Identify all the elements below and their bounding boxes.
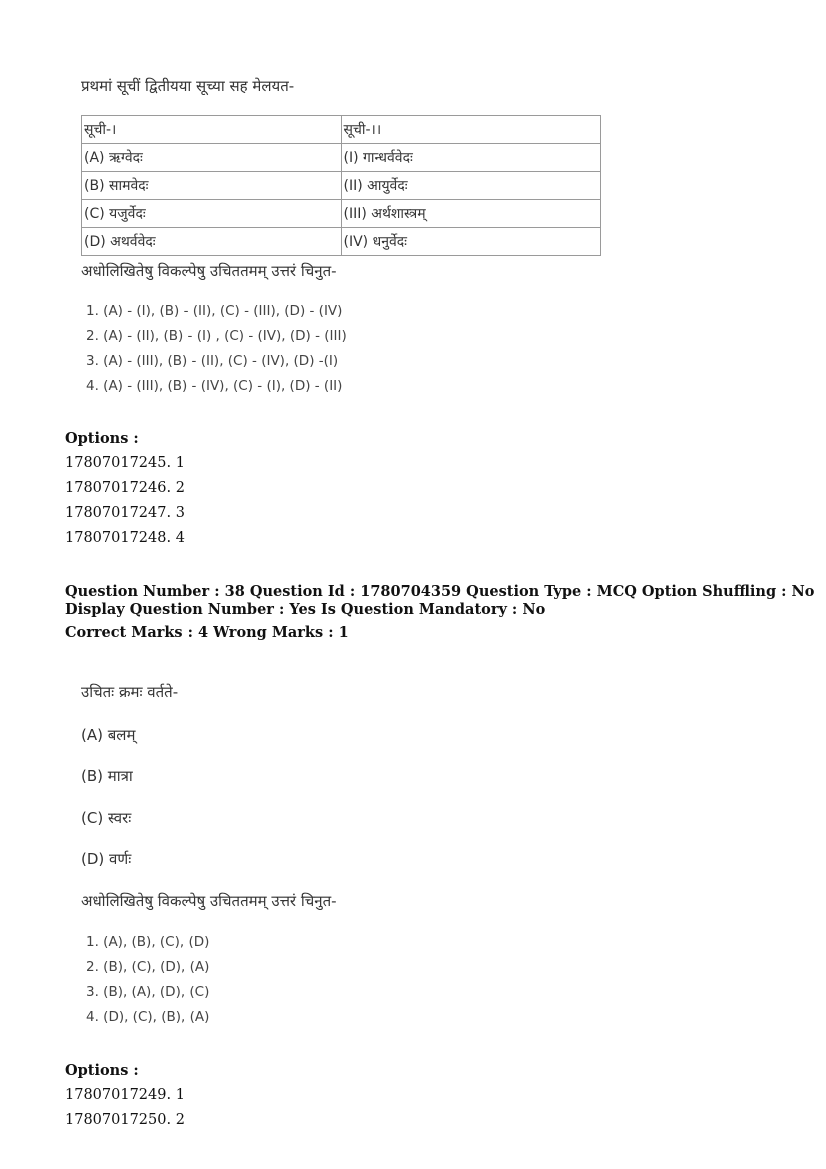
sequence-item: (A) बलम् <box>81 726 136 744</box>
choice-item: 1. (A) - (I), (B) - (II), (C) - (III), (D) - (IV) <box>86 303 343 319</box>
q2-meta-line-3: Correct Marks : 4 Wrong Marks : 1 <box>65 624 349 641</box>
choice-item: 3. (B), (A), (D), (C) <box>86 984 210 1000</box>
q2-prompt: उचितः क्रमः वर्तते- <box>81 683 179 701</box>
table-row <box>82 172 601 200</box>
table-cell: (II) आयुर्वेदः <box>341 172 601 200</box>
sequence-item: (B) मात्रा <box>81 767 133 785</box>
table-row <box>82 228 601 256</box>
table-header-cell: सूची-। <box>82 116 342 144</box>
q1-options-label: Options : <box>65 430 139 447</box>
sequence-item: (D) वर्णः <box>81 850 132 868</box>
choice-item: 4. (D), (C), (B), (A) <box>86 1009 210 1025</box>
option-line: 17807017248. 4 <box>65 530 185 546</box>
sequence-item: (C) स्वरः <box>81 809 132 827</box>
choice-item: 3. (A) - (III), (B) - (II), (C) - (IV), (D) -(I) <box>86 353 339 369</box>
q2-choose-text: अधोलिखितेषु विकल्पेषु उचिततमम् उत्तरं चिनुत- <box>81 892 337 910</box>
table-header-cell: सूची-।। <box>341 116 601 144</box>
table-row <box>82 144 601 172</box>
q2-choice-list <box>86 930 209 1030</box>
table-cell: (B) सामवेदः <box>82 172 342 200</box>
choice-item: 2. (B), (C), (D), (A) <box>86 959 210 975</box>
option-line: 17807017245. 1 <box>65 455 185 471</box>
q1-instruction: प्रथमां सूचीं द्वितीयया सूच्या सह मेलयत- <box>81 77 295 95</box>
choice-item: 4. (A) - (III), (B) - (IV), (C) - (I), (D) - (II) <box>86 378 343 394</box>
choice-item: 2. (A) - (II), (B) - (I) , (C) - (IV), (D) - (III) <box>86 328 347 344</box>
table-header-row <box>82 116 601 144</box>
table-cell: (C) यजुर्वेदः <box>82 200 342 228</box>
q2-meta-line-1: Question Number : 38 Question Id : 1780704359 Question Type : MCQ Option Shuffling : No <box>65 583 815 600</box>
option-line: 17807017247. 3 <box>65 505 185 521</box>
table-cell: (III) अर्थशास्त्रम् <box>341 200 601 228</box>
q1-choice-list <box>86 299 347 399</box>
choice-item: 1. (A), (B), (C), (D) <box>86 934 210 950</box>
q2-options-label: Options : <box>65 1062 139 1079</box>
option-line: 17807017246. 2 <box>65 480 185 496</box>
match-table <box>81 115 601 256</box>
table-cell: (A) ऋग्वेदः <box>82 144 342 172</box>
q1-choose-text: अधोलिखितेषु विकल्पेषु उचिततमम् उत्तरं चिनुत- <box>81 262 337 280</box>
option-line: 17807017249. 1 <box>65 1087 185 1103</box>
table-cell: (IV) धनुर्वेदः <box>341 228 601 256</box>
option-line: 17807017250. 2 <box>65 1112 185 1128</box>
table-cell: (D) अथर्ववेदः <box>82 228 342 256</box>
table-row <box>82 200 601 228</box>
table-cell: (I) गान्धर्ववेदः <box>341 144 601 172</box>
q2-meta-line-2: Display Question Number : Yes Is Question Mandatory : No <box>65 601 546 618</box>
